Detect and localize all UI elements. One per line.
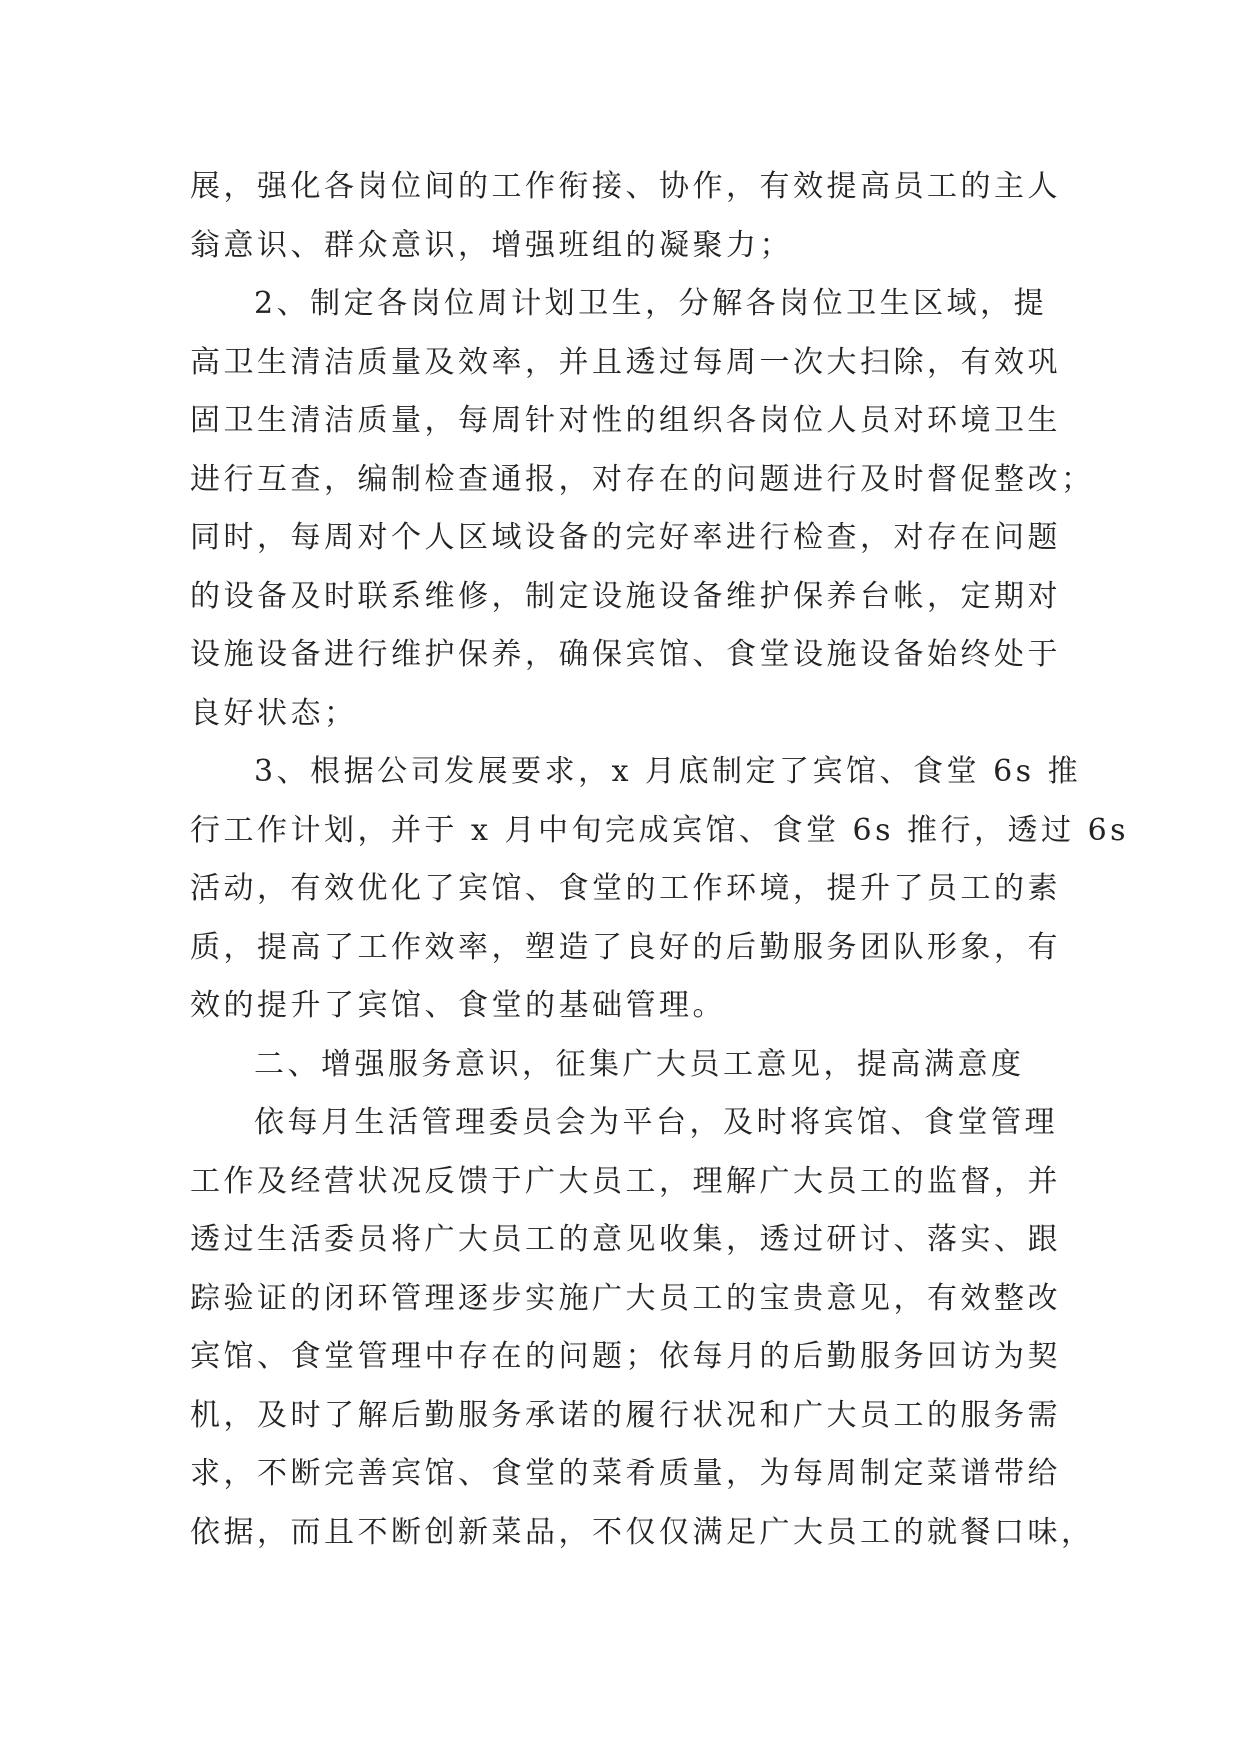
text-line: 透过生活委员将广大员工的意见收集，透过研讨、落实、跟 <box>190 1222 1061 1257</box>
text-line: 效的提升了宾馆、食堂的基础管理。 <box>190 988 726 1023</box>
text-line: 展，强化各岗位间的工作衔接、协作，有效提高员工的主人 <box>190 169 1061 204</box>
text-line: 求，不断完善宾馆、食堂的菜肴质量，为每周制定菜谱带给 <box>190 1456 1061 1491</box>
text-line: 设施设备进行维护保养，确保宾馆、食堂设施设备始终处于 <box>190 637 1061 672</box>
text-line: 的设备及时联系维修，制定设施设备维护保养台帐，定期对 <box>190 578 1061 614</box>
text-line: 2、制定各岗位周计划卫生，分解各岗位卫生区域，提 <box>254 286 1048 321</box>
text-line: 工作及经营状况反馈于广大员工，理解广大员工的监督，并 <box>190 1163 1061 1199</box>
text-line: 质，提高了工作效率，塑造了良好的后勤服务团队形象，有 <box>190 929 1061 965</box>
text-line: 同时，每周对个人区域设备的完好率进行检查，对存在问题 <box>190 520 1061 555</box>
text-line: 行工作计划，并于 x 月中旬完成宾馆、食堂 6s 推行，透过 6s <box>190 812 1130 848</box>
text-line: 高卫生清洁质量及效率，并且透过每周一次大扫除，有效巩 <box>190 344 1061 380</box>
document-body <box>190 158 1130 1562</box>
text-line: 二、增强服务意识，征集广大员工意见，提高满意度 <box>254 1046 1025 1082</box>
text-line: 固卫生清洁质量，每周针对性的组织各岗位人员对环境卫生 <box>190 403 1061 438</box>
text-line: 依每月生活管理委员会为平台，及时将宾馆、食堂管理 <box>254 1105 1058 1140</box>
text-line: 踪验证的闭环管理逐步实施广大员工的宝贵意见，有效整改 <box>190 1280 1061 1316</box>
text-line: 机，及时了解后勤服务承诺的履行状况和广大员工的服务需 <box>190 1397 1061 1433</box>
text-line: 3、根据公司发展要求，x 月底制定了宾馆、食堂 6s 推 <box>254 754 1082 789</box>
text-line: 宾馆、食堂管理中存在的问题；依每月的后勤服务回访为契 <box>190 1339 1061 1374</box>
text-line: 良好状态； <box>190 695 358 731</box>
text-line: 依据，而且不断创新菜品，不仅仅满足广大员工的就餐口味， <box>190 1514 1095 1550</box>
text-line: 进行互查，编制检查通报，对存在的问题进行及时督促整改； <box>190 461 1095 497</box>
text-line: 翁意识、群众意识，增强班组的凝聚力； <box>190 227 793 263</box>
text-line: 活动，有效优化了宾馆、食堂的工作环境，提升了员工的素 <box>190 871 1061 906</box>
